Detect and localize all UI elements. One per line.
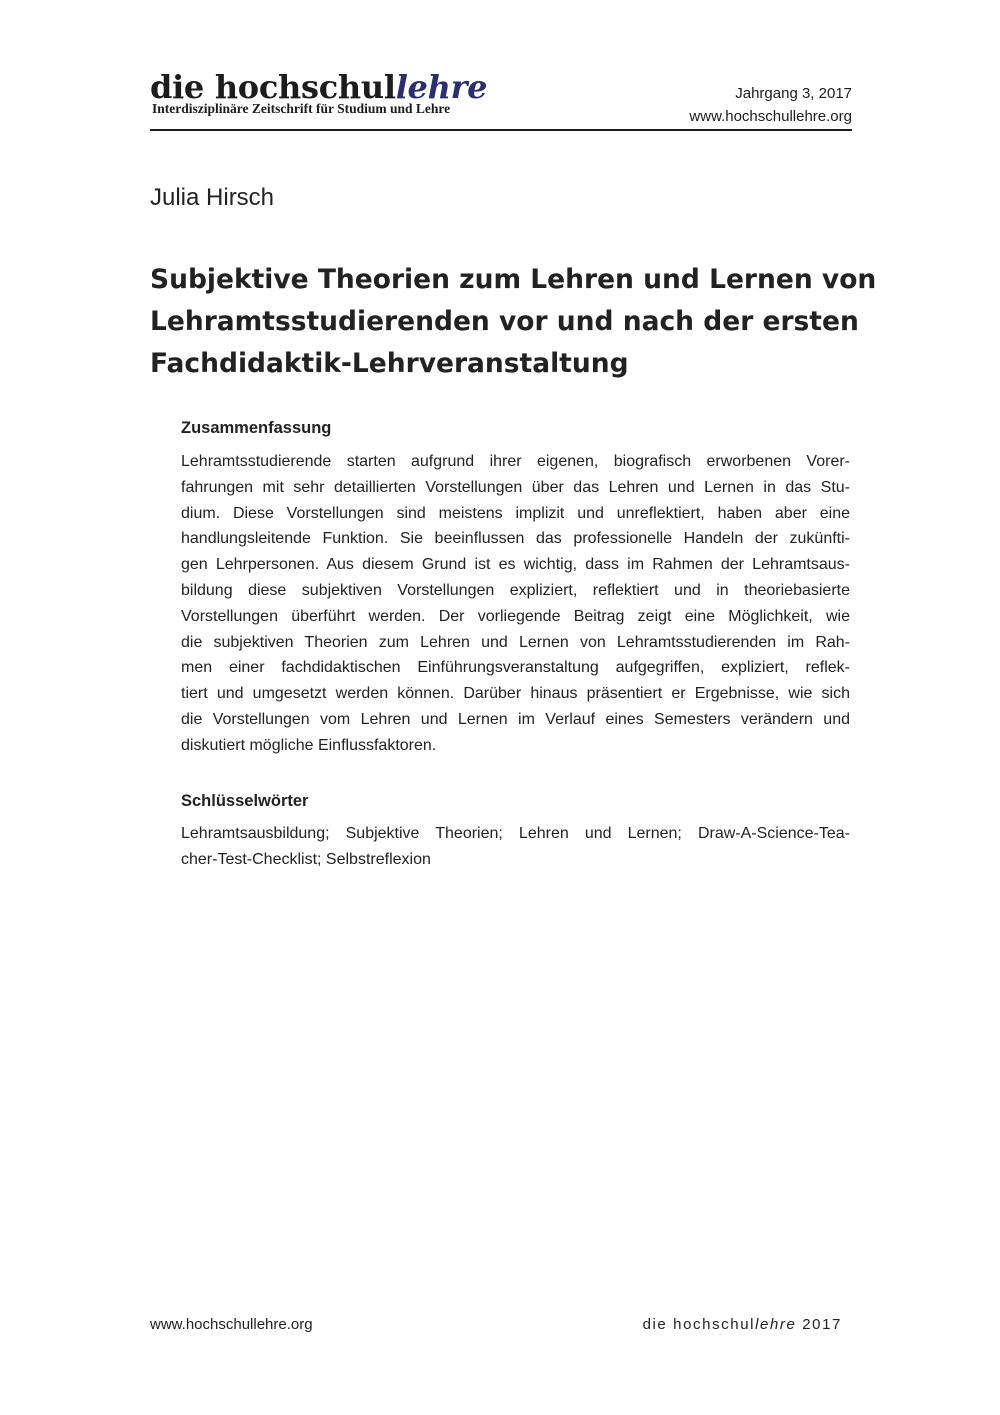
abstract-line: fahrungen mit sehr detaillierten Vorstellungen über das Lehren und Lernen in das Stu- — [181, 478, 850, 496]
title-line: Lehramtsstudierenden vor und nach der ersten — [150, 306, 859, 337]
abstract-line: bildung diese subjektiven Vorstellungen expliziert, reflektiert und in theoriebasierte — [181, 581, 850, 599]
keywords-text — [181, 821, 850, 873]
journal-name-accent: lehre — [395, 68, 488, 106]
keywords-line: cher-Test-Checklist; Selbstreflexion — [181, 850, 431, 868]
abstract-line: handlungsleitende Funktion. Sie beeinflussen das professionelle Handeln der zukünfti- — [181, 530, 850, 548]
abstract-line: Vorstellungen überführt werden. Der vorliegende Beitrag zeigt eine Möglichkeit, wie — [181, 607, 850, 625]
keywords-line: Lehramtsausbildung; Subjektive Theorien; Lehren und Lernen; Draw-A-Science-Tea- — [181, 825, 850, 842]
journal-subtitle: Interdisziplinäre Zeitschrift für Studium und Lehre — [152, 101, 451, 116]
abstract-line: Lehramtsstudierende starten aufgrund ihrer eigenen, biografisch erworbenen Vorer- — [181, 453, 850, 470]
masthead — [150, 68, 852, 130]
abstract-line: die Vorstellungen vom Lehren und Lernen im Verlauf eines Semesters verändern und — [181, 710, 850, 728]
abstract-line: die subjektiven Theorien zum Lehren und Lernen von Lehramtsstudierenden im Rah- — [181, 633, 850, 651]
title-line: Subjektive Theorien zum Lehren und Lernen von — [150, 264, 877, 295]
header-website-link[interactable]: www.hochschullehre.org — [689, 108, 852, 125]
abstract-line: gen Lehrpersonen. Aus diesem Grund ist es wichtig, dass im Rahmen der Lehramtsaus- — [181, 556, 850, 574]
abstract-line: men einer fachdidaktischen Einführungsveranstaltung aufgegriffen, expliziert, reflek- — [181, 659, 850, 677]
footer-journal-main: die hochschul — [642, 1316, 756, 1333]
journal-name-main: die hochschul — [150, 68, 396, 106]
abstract-text — [181, 449, 850, 759]
issue-info — [689, 82, 852, 128]
footer-journal-accent: lehre — [755, 1316, 797, 1333]
abstract-line: dium. Diese Vorstellungen sind meistens implizit und unreflektiert, haben aber eine — [181, 504, 850, 522]
issue-volume: Jahrgang 3, 2017 — [735, 85, 852, 102]
footer-journal-name — [643, 1315, 842, 1335]
title-line: Fachdidaktik-Lehrveranstaltung — [150, 348, 629, 379]
abstract-line: tiert und umgesetzt werden können. Darüber hinaus präsentiert er Ergebnisse, wie sich — [181, 685, 850, 703]
abstract-line: diskutiert mögliche Einflussfaktoren. — [181, 736, 437, 754]
masthead-divider — [150, 129, 852, 131]
abstract-heading: Zusammenfassung — [181, 419, 332, 437]
footer-year: 2017 — [796, 1316, 842, 1333]
article-author: Julia Hirsch — [150, 184, 275, 211]
keywords-heading: Schlüsselwörter — [181, 792, 309, 810]
article-title — [150, 259, 877, 385]
footer-website-link[interactable]: www.hochschullehre.org — [150, 1316, 313, 1333]
